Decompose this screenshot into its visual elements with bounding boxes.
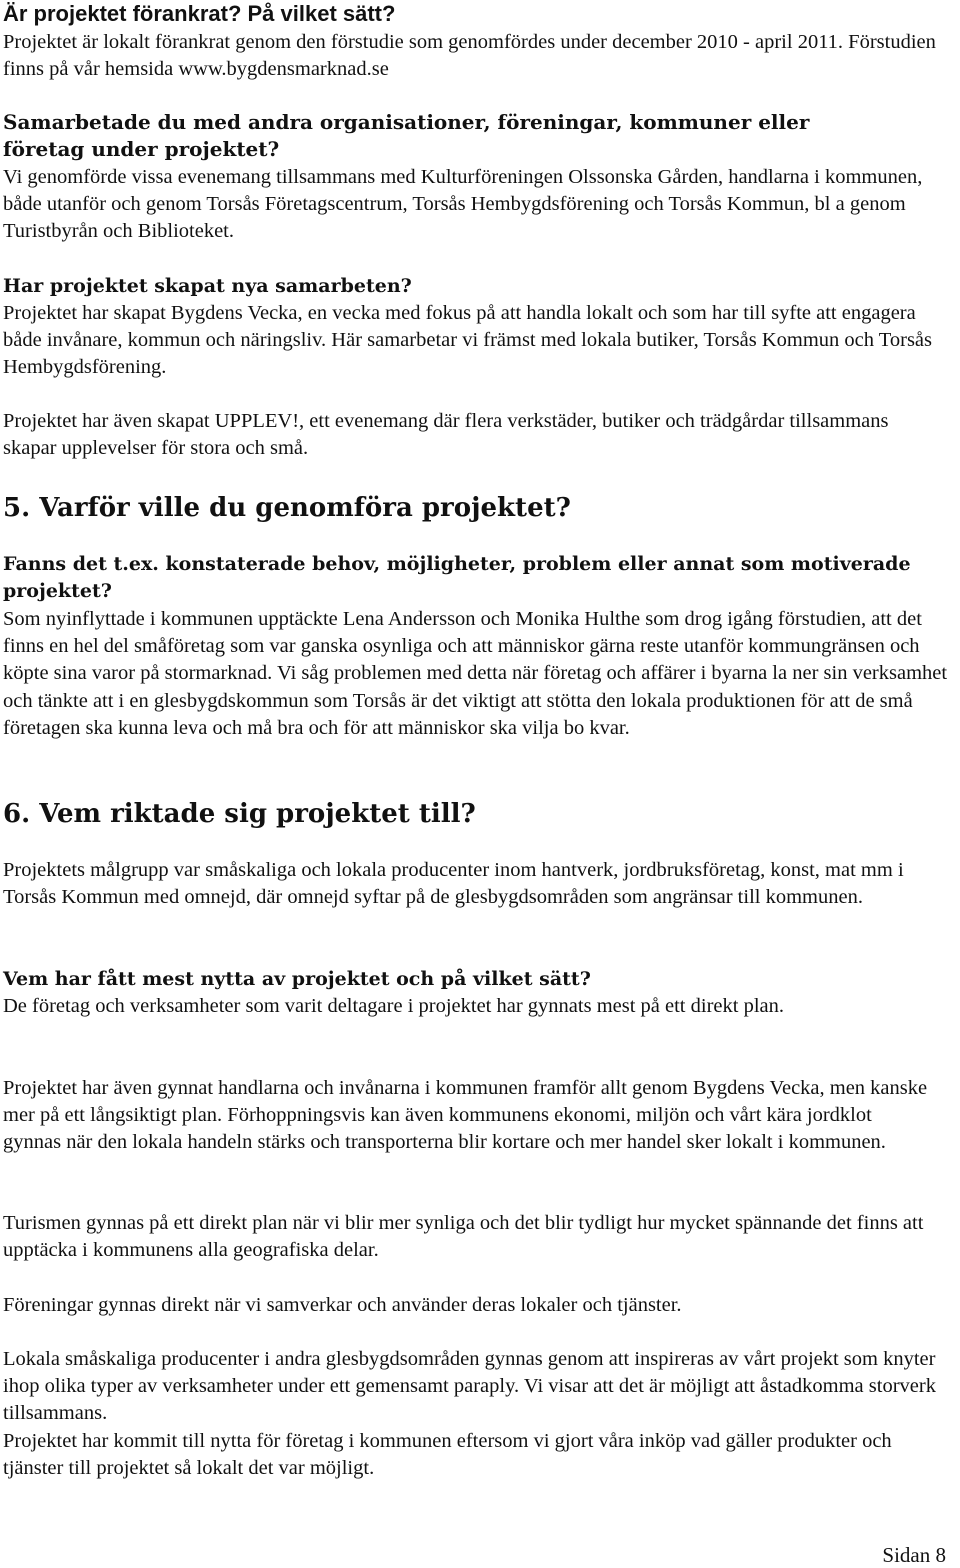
question-nya-samarbeten: Har projektet skapat nya samarbeten? bbox=[3, 275, 412, 297]
answer-behov: Som nyinflyttade i kommunen upptäckte Lena Andersson och Monika Hulthe som drog igång förstudien, att det finns en hel del småföretag som var ganska osynliga och att människor gärna reste utanför kommungränsen och köpte sina varor på stormarknad. Vi såg problemen med detta när företag och affärer i byarna la ner sin verksamhet och tänkte att i en glesbygdskommun som Torsås är det viktigt att stötta den lokala produktionen för att de små företagen ska kunna leva och må bra och för att människor ska vilja bo kvar. bbox=[3, 608, 948, 739]
section-heading-6: 6. Vem riktade sig projektet till? bbox=[3, 799, 476, 829]
section-heading-5: 5. Varför ville du genomföra projektet? bbox=[3, 493, 571, 523]
page-number: Sidan 8 bbox=[882, 1543, 946, 1567]
question-behov: Fanns det t.ex. konstaterade behov, möjligheter, problem eller annat som motiverade projektet? bbox=[3, 553, 911, 603]
answer-nytta-4: Föreningar gynnas direkt när vi samverkar och använder deras lokaler och tjänster. bbox=[3, 1294, 682, 1316]
answer-upplev: Projektet har även skapat UPPLEV!, ett evenemang där flera verkstäder, butiker och trädgårdar tillsammans skapar upplevelser för stora och små. bbox=[3, 410, 889, 460]
answer-nytta-3: Turismen gynnas på ett direkt plan när vi blir mer synliga och det blir tydligt hur mycket spännande det finns att upptäcka i kommunens alla geografiska delar. bbox=[3, 1212, 924, 1262]
question-forankring: Är projektet förankrat? På vilket sätt? bbox=[3, 1, 396, 26]
target-group-text: Projektets målgrupp var småskaliga och lokala producenter inom hantverk, jordbruksföretag, konst, mat mm i Torsås Kommun med omnejd, där omnejd syftar på de glesbygdsområden som angränsar till kommunen. bbox=[3, 859, 904, 909]
answer-nya-samarbeten: Projektet har skapat Bygdens Vecka, en vecka med fokus på att handla lokalt och som har till syfte att engagera både invånare, kommun och näringsliv. Här samarbetar vi främst med lokala butiker, Torsås Kommun och Torsås Hembygdsförening. bbox=[3, 302, 933, 379]
answer-forankring: Projektet är lokalt förankrat genom den förstudie som genomfördes under december 2010 - april 2011. Förstudien finns på vår hemsida www.bygdensmarknad.se bbox=[3, 31, 936, 81]
answer-nytta-6: Projektet har kommit till nytta för företag i kommunen eftersom vi gjort våra inköp vad gäller produkter och tjänster till projektet så lokalt det var möjligt. bbox=[3, 1430, 892, 1480]
answer-nytta-1: De företag och verksamheter som varit deltagare i projektet har gynnats mest på ett direkt plan. bbox=[3, 995, 784, 1017]
question-samarbete: Samarbetade du med andra organisationer, föreningar, kommuner eller företag under projektet? bbox=[3, 110, 810, 161]
answer-samarbete: Vi genomförde vissa evenemang tillsammans med Kulturföreningen Olssonska Gården, handlarna i kommunen, både utanför och genom Torsås Företagscentrum, Torsås Hembygdsförening och Torsås Kommun, bl a genom Turistbyrån och Biblioteket. bbox=[3, 166, 923, 243]
answer-nytta-2: Projektet har även gynnat handlarna och invånarna i kommunen framför allt genom Bygdens Vecka, men kanske mer på ett långsiktigt plan. Förhoppningsvis kan även kommunens ekonomi, miljön och vårt kära jordklot gynnas när den lokala handeln stärks och transporterna blir kortare och mer handel sker lokalt i kommunen. bbox=[3, 1077, 928, 1154]
answer-nytta-5: Lokala småskaliga producenter i andra glesbygdsområden gynnas genom att inspireras av vårt projekt som knyter ihop olika typer av verksamheter under ett gemensamt paraply. Vi visar att det är möjligt att åstadkomma storverk tillsammans. bbox=[3, 1348, 936, 1425]
question-nytta: Vem har fått mest nytta av projektet och på vilket sätt? bbox=[3, 968, 591, 990]
